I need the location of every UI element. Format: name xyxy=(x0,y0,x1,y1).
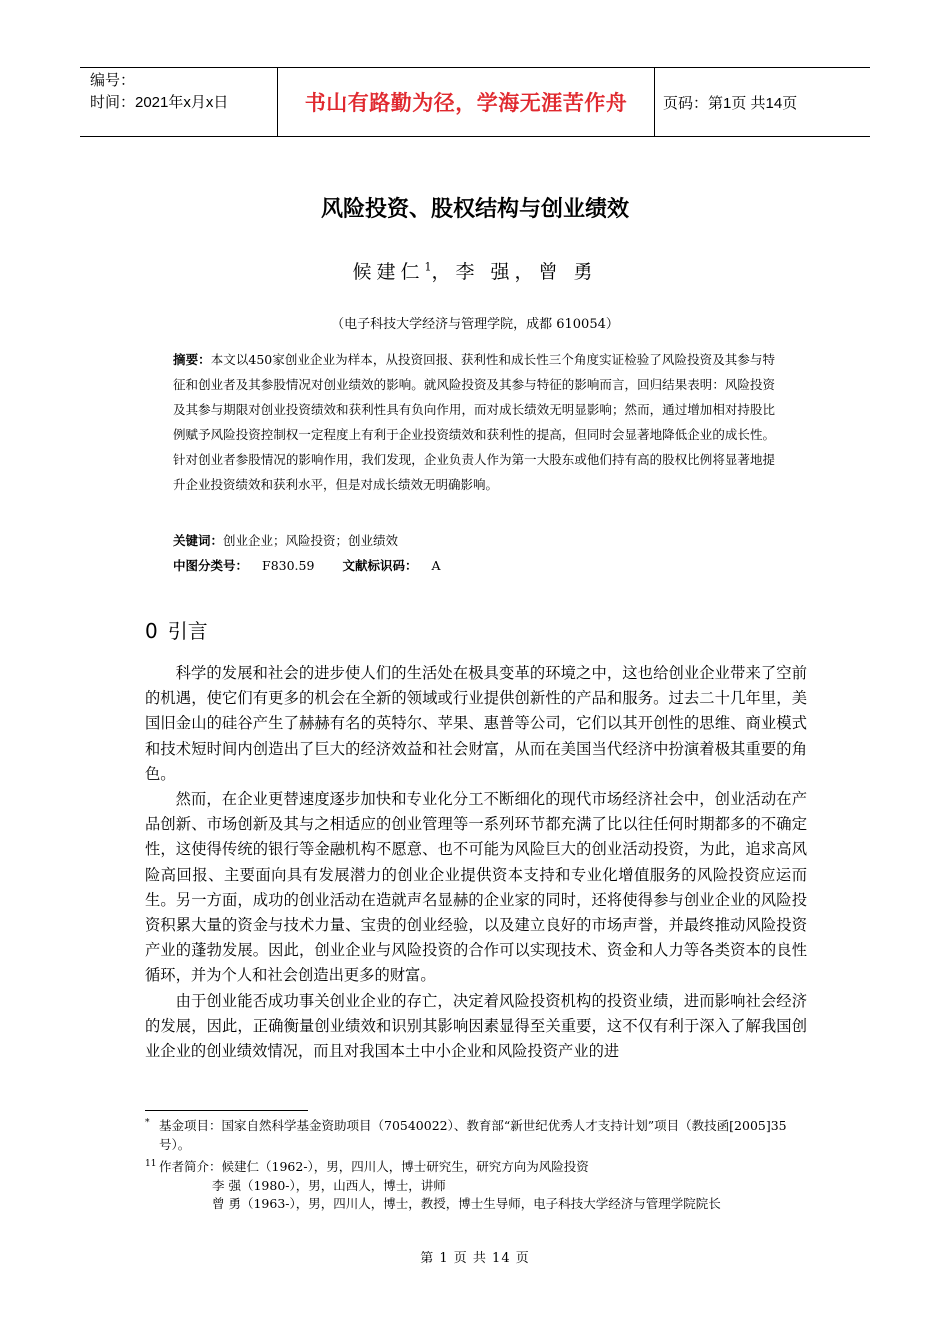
paragraph: 由于创业能否成功事关创业企业的存亡，决定着风险投资机构的投资业绩，进而影响社会经济的发展，因此，正确衡量创业绩效和识别其影响因素显得至关重要，这不仅有利于深入了解我国创业企业的创业绩效情况，而且对我国本土中小企业和风险投资产业的进 xyxy=(145,991,807,1061)
footnote-divider xyxy=(145,1110,308,1111)
page-header xyxy=(80,67,870,137)
header-time: 时间：2021年x月x日 xyxy=(90,94,229,111)
section-heading xyxy=(145,615,208,644)
abstract xyxy=(173,347,775,497)
paragraph: 然而，在企业更替速度逐步加快和专业化分工不断细化的现代市场经济社会中，创业活动在产品创新、市场创新及其与之相适应的创业管理等一系列环节都充满了比以往任何时期都多的不确定性，这使得传统的银行等金融机构不愿意、也不可能为风险巨大的创业活动投资，为此，追求高风险高回报、主要面向具有发展潜力的创业企业提供资本支持和专业化增值服务的风险投资应运而生。另一方面，成功的创业活动在造就声名显赫的企业家的同时，还将使得参与创业企业的风险投资积累大量的资金与技术力量、宝贵的创业经验，以及建立良好的市场声誉，并最终推动风险投资产业的蓬勃发展。因此，创业企业与风险投资的合作可以实现技术、资金和人力等各类资本的良性循环，并为个人和社会创造出更多的财富。 xyxy=(145,790,807,985)
keywords-block xyxy=(173,528,440,578)
abstract-label: 摘要： xyxy=(173,352,211,367)
classification-row xyxy=(173,553,440,578)
clc-value: F830.59 xyxy=(262,558,315,573)
abstract-text: 本文以450家创业企业为样本，从投资回报、获利性和成长性三个角度实证检验了风险投资及其参与特征和创业者及其参股情况对创业绩效的影响。就风险投资及其参与特征的影响而言，回归结果表明：风险投资及其参与期限对创业投资绩效和获利性具有负向作用，而对成长绩效无明显影响；然而，通过增加相对持股比例赋予风险投资控制权一定程度上有利于企业投资绩效和获利性的提高，但同时会显著地降低企业的成长性。针对创业者参股情况的影响作用，我们发现，企业负责人作为第一大股东或他们持有高的股权比例将显著地提升企业投资绩效和获利水平，但是对成长绩效无明确影响。 xyxy=(173,352,775,492)
clc-label: 中图分类号： xyxy=(173,558,249,573)
affiliation: （电子科技大学经济与管理学院，成都 610054） xyxy=(331,317,619,332)
footnote-fund-text: 基金项目：国家自然科学基金资助项目（70540022）、教育部“新世纪优秀人才支持计划”项目（教技函[2005]35号）。 xyxy=(159,1118,787,1152)
keywords-text: 创业企业；风险投资；创业绩效 xyxy=(223,533,399,548)
author-sup: 1 xyxy=(424,260,432,274)
footnote-author-row xyxy=(145,1195,807,1214)
doc-code-label: 文献标识码： xyxy=(342,558,418,573)
paper-authors xyxy=(0,257,950,284)
header-page xyxy=(655,68,870,136)
doc-code-value: A xyxy=(431,558,441,573)
section-title: 引言 xyxy=(167,619,208,643)
header-meta xyxy=(80,68,278,136)
footnote-fund xyxy=(145,1117,807,1154)
section-number: 0 xyxy=(145,619,158,643)
footnote-author-3: 曾 勇（1963-），男，四川人，博士，教授，博士生导师，电子科技大学经济与管理学院院长 xyxy=(212,1196,721,1211)
body-text xyxy=(145,661,807,1064)
header-motto: 书山有路勤为径，学海无涯苦作舟 xyxy=(278,68,655,136)
author-first: 候建仁 xyxy=(352,261,425,283)
paper-title: 风险投资、股权结构与创业绩效 xyxy=(320,197,629,222)
footnote-author-2: 李 强（1980-），男，山西人，博士，讲师 xyxy=(212,1177,446,1193)
keywords-row xyxy=(173,528,440,553)
footnote-author-1: 候建仁（1962-），男，四川人，博士研究生，研究方向为风险投资 xyxy=(221,1159,589,1174)
header-page-label: 页码：第1页 共14页 xyxy=(663,94,798,112)
footnote-author-row xyxy=(145,1177,807,1196)
page-footer: 第 1 页 共 14 页 xyxy=(420,1251,530,1266)
keywords-label: 关键词： xyxy=(173,533,224,548)
header-number: 编号： xyxy=(90,72,136,89)
footnote-authors xyxy=(145,1158,807,1177)
footnote-mark: * xyxy=(145,1118,150,1128)
paragraph: 科学的发展和社会的进步使人们的生活处在极具变革的环境之中，这也给创业企业带来了空前的机遇，使它们有更多的机会在全新的领域或行业提供创新性的产品和服务。过去二十几年里，美国旧金山的硅谷产生了赫赫有名的英特尔、苹果、惠普等公司，它们以其开创性的思维、商业模式和技术短时间内创造出了巨大的经济效益和社会财富，从而在美国当代经济中扮演着极其重要的角色。 xyxy=(145,664,807,783)
footnote-author-label: 作者简介： xyxy=(159,1159,222,1174)
footnotes xyxy=(145,1117,807,1214)
footnote-mark: 11 xyxy=(145,1159,157,1169)
author-rest: ，李 强，曾 勇 xyxy=(431,261,598,283)
